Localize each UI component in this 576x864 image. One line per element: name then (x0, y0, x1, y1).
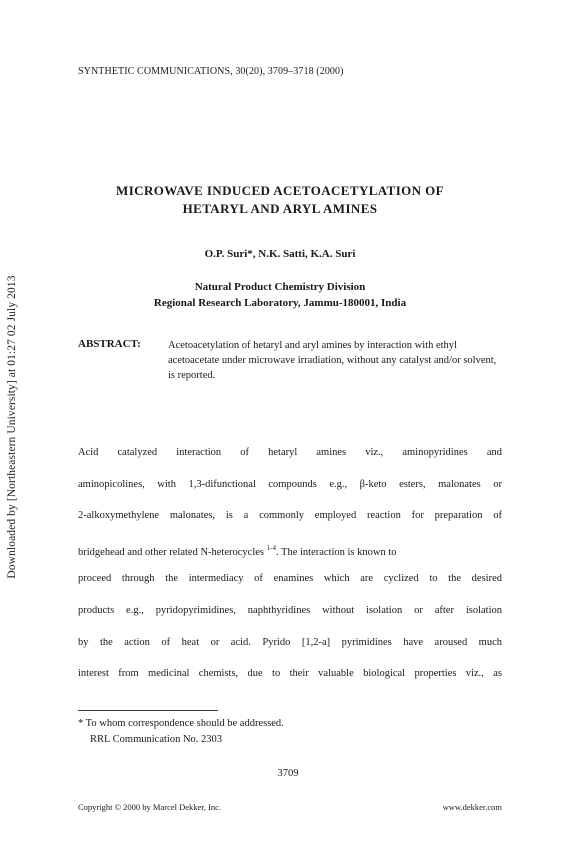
copyright-notice: Copyright © 2000 by Marcel Dekker, Inc. (78, 802, 222, 812)
footnote-correspondence: * To whom correspondence should be addressed. (78, 718, 284, 729)
body-line: proceed through the intermediacy of enamines which are cyclized to the desired (78, 573, 502, 585)
paper-title-line-1: MICROWAVE INDUCED ACETOACETYLATION OF (116, 183, 444, 198)
body-line-text: . The interaction is known to (275, 546, 397, 558)
citation-reference: 1-4 (266, 543, 276, 552)
body-line: 2-alkoxymethylene malonates, is a commonly employed reaction for preparation of (78, 510, 502, 522)
body-paragraph (78, 444, 502, 697)
body-line: products e.g., pyridopyrimidines, naphthyridines without isolation or after isolation (78, 604, 502, 616)
abstract-label: ABSTRACT: (78, 338, 141, 350)
footnote-communication-number: RRL Communication No. 2303 (90, 734, 223, 745)
body-line: aminopicolines, with 1,3-difunctional compounds e.g., β-keto esters, malonates or (78, 478, 502, 490)
body-line: by the action of heat or acid. Pyrido [1,2-a] pyrimidines have aroused much (78, 636, 502, 648)
body-line-text: bridgehead and other related N-heterocycles (78, 546, 264, 558)
journal-reference: SYNTHETIC COMMUNICATIONS, 30(20), 3709–3718 (2000) (78, 66, 344, 77)
footnote-divider (78, 710, 218, 711)
abstract-text: Acetoacetylation of hetaryl and aryl amines by interaction with ethyl acetoacetate under microwave irradiation, without any catalyst and/or solvent, is reported. (168, 340, 497, 381)
footnote (78, 716, 284, 748)
body-line-with-citation (78, 539, 502, 571)
paper-title-line-2: HETARYL AND ARYL AMINES (182, 201, 378, 216)
download-watermark (0, 245, 18, 613)
body-line: Acid catalyzed interaction of hetaryl amines viz., aminopyridines and (78, 447, 502, 458)
affiliation-institute: Regional Research Laboratory, Jammu-180001, India (153, 297, 407, 309)
publisher-website: www.dekker.com (442, 802, 502, 812)
author-list: O.P. Suri*, N.K. Satti, K.A. Suri (204, 248, 356, 260)
body-line: interest from medicinal chemists, due to their valuable biological properties viz., as (78, 668, 502, 680)
affiliation (40, 279, 520, 311)
paper-title (40, 182, 520, 218)
download-watermark-text: Downloaded by [Northeastern University] at 01:27 02 July 2013 (6, 275, 18, 579)
affiliation-division: Natural Product Chemistry Division (194, 281, 366, 293)
page-number: 3709 (277, 768, 299, 779)
